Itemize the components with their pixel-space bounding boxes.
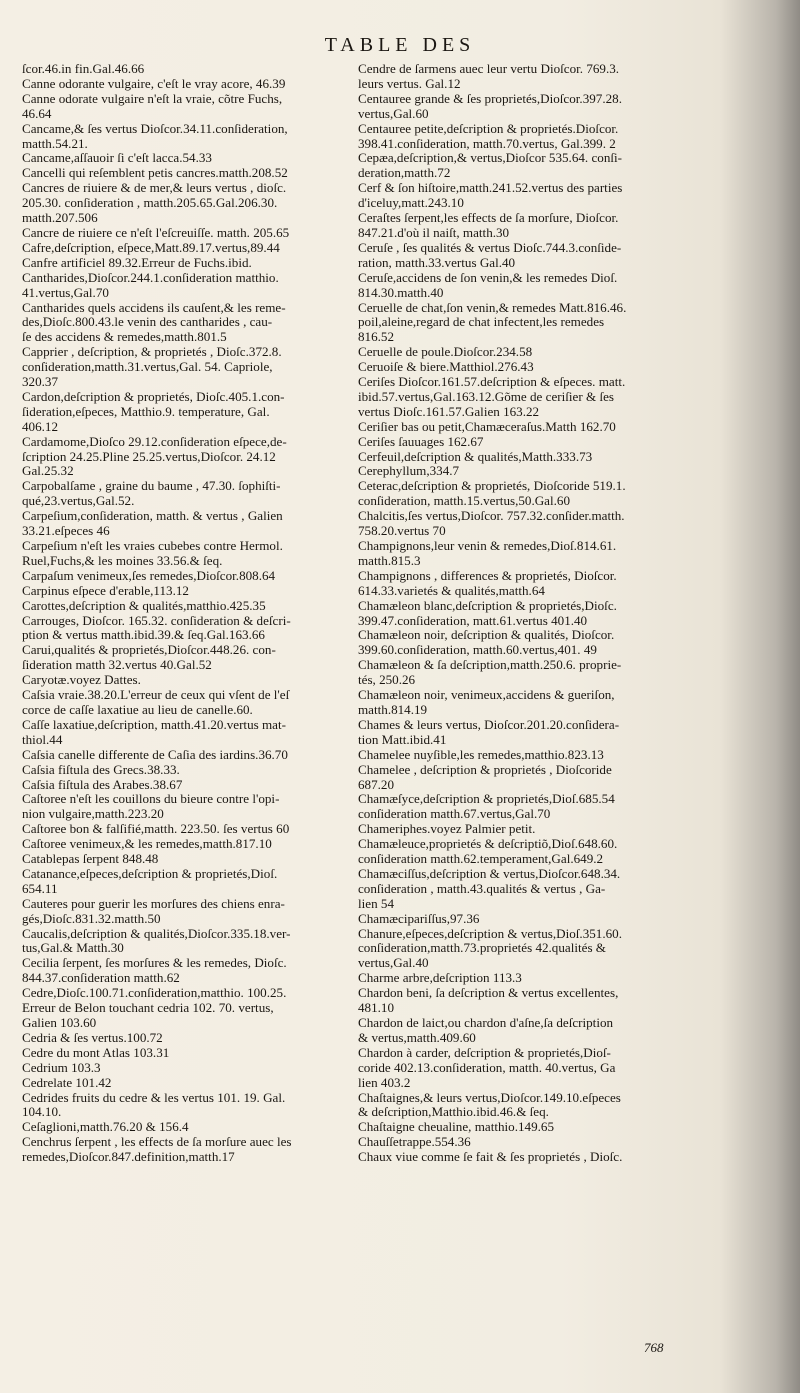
index-entry-line: Cancame,& ſes vertus Dioſcor.34.11.conſideration, [22, 121, 288, 136]
index-entry [22, 792, 354, 822]
index-entry-line: Cenchrus ſerpent , les effects de ſa morſure auec les [22, 1135, 292, 1150]
index-entry [22, 614, 354, 644]
index-entry [358, 479, 680, 509]
index-entry-line: Chameriphes.voyez Palmier petit. [358, 822, 536, 837]
index-entry [22, 151, 354, 166]
index-entry-line: gés,Dioſc.831.32.matth.50 [22, 910, 161, 926]
index-entry-line: ration, matth.33.vertus Gal.40 [358, 254, 516, 270]
index-entry-line: leurs vertus. Gal.12 [358, 75, 461, 91]
index-entry-line: Cedre du mont Atlas 103.31 [22, 1045, 170, 1060]
index-entry [22, 509, 354, 539]
index-entry-line: Chamæſyce,deſcription & proprietés,Dioſ.685.54 [358, 792, 615, 807]
index-entry [22, 301, 354, 346]
index-entry-line: Cerephyllum,334.7 [358, 464, 460, 479]
index-entry-line: Ceriſes Dioſcor.161.57.deſcription & eſpeces. matt. [358, 375, 626, 390]
index-entry-line: ſideration matth 32.vertus 40.Gal.52 [22, 657, 212, 673]
index-entry-line: Carpinus eſpece d'erable,113.12 [22, 583, 189, 598]
index-entry [358, 1150, 680, 1165]
index-entry [22, 479, 354, 509]
index-entry [22, 166, 354, 181]
index-entry-line: vertus,Gal.60 [358, 105, 429, 121]
index-entry [22, 181, 354, 226]
index-entry-line: matth.207.506 [22, 210, 98, 226]
index-entry-line: Ceriſier bas ou petit,Chamæceraſus.Matth 162.70 [358, 419, 616, 434]
index-entry-line: Caſsia canelle differente de Caſia des iardins.36.70 [22, 747, 288, 762]
index-entry [22, 1061, 354, 1076]
index-entry-line: matth.54.21. [22, 135, 88, 151]
index-entry-line: Ceruſe,accidens de ſon venin,& les remedes Dioſ. [358, 270, 618, 285]
index-entry-line: des,Dioſc.800.43.le venin des cantharides , cau- [22, 314, 273, 330]
index-entry [358, 375, 680, 420]
index-entry-line: 816.52 [358, 329, 395, 345]
index-entry [358, 688, 680, 718]
index-entry-line: Ceraſtes ſerpent,les effects de ſa morſure, Dioſcor. [358, 211, 619, 226]
index-entry [22, 673, 354, 688]
index-entry [22, 897, 354, 927]
index-entry-line: Cancres de riuiere & de mer,& leurs vertus , dioſc. [22, 181, 287, 196]
page-number: 768 [644, 1340, 664, 1355]
index-entry-line: 33.21.eſpeces 46 [22, 523, 110, 539]
index-entry-line: ſe des accidens & remedes,matth.801.5 [22, 329, 227, 345]
index-entry-line: Ceterac,deſcription & proprietés, Dioſcoride 519.1. [358, 479, 626, 494]
index-entry [358, 1046, 680, 1091]
index-entry-line: Canfre artificiel 89.32.Erreur de Fuchs.ibid. [22, 255, 252, 270]
index-entry-line: 406.12 [22, 418, 59, 434]
index-entry [22, 1031, 354, 1046]
index-entry [358, 345, 680, 360]
index-entry-line: Champignons,leur venin & remedes,Dioſ.814.61. [358, 539, 617, 553]
index-entry [358, 360, 680, 375]
index-entry-line: coride 402.13.conſideration, matth. 40.vertus, Ga [358, 1059, 616, 1075]
index-entry-line: & deſcription,Matthio.ibid.46.& ſeq. [358, 1104, 549, 1120]
index-entry-line: Chardon à carder, deſcription & proprietés,Dioſ- [358, 1045, 611, 1060]
index-entry [22, 569, 354, 584]
index-entry-line: 46.64 [22, 105, 52, 121]
index-entry [358, 92, 680, 122]
index-entry-line: Canne odorate vulgaire n'eſt la vraie, cõtre Fuchs, [22, 91, 283, 106]
index-entry-line: & vertus,matth.409.60 [358, 1029, 476, 1045]
index-entry [22, 599, 354, 614]
index-entry [358, 748, 680, 763]
index-entry-line: Carpaſum venimeux,ſes remedes,Dioſcor.808.64 [22, 568, 276, 583]
index-entry-line: tus,Gal.& Matth.30 [22, 940, 124, 956]
index-entry [22, 927, 354, 957]
index-entry-line: Carpeſium,conſideration, matth. & vertus , Galien [22, 509, 283, 524]
index-entry-line: Caſtoree n'eſt les couillons du bieure contre l'opi- [22, 792, 280, 807]
index-entry-line: Chames & leurs vertus, Dioſcor.201.20.conſidera- [358, 717, 620, 732]
index-entry-line: tés, 250.26 [358, 672, 416, 688]
index-entry [358, 151, 680, 181]
index-entry [358, 420, 680, 435]
index-entry-line: lien 403.2 [358, 1074, 411, 1090]
index-entry-line: Chamæleon noir, deſcription & qualités, Dioſcor. [358, 628, 615, 643]
index-entry [358, 867, 680, 912]
index-entry-line: Galien 103.60 [22, 1015, 97, 1030]
index-entry-line: Cardamome,Dioſco 29.12.conſideration eſpece,de- [22, 434, 287, 449]
index-entry-line: corce de caſſe laxatiue au lieu de canelle.60. [22, 701, 253, 717]
index-entry [22, 778, 354, 793]
index-entry [22, 748, 354, 763]
index-entry-line: Chaux viue comme ſe fait & ſes proprietés , Dioſc. [358, 1150, 623, 1165]
index-entry [358, 301, 680, 346]
index-entry-line: Chanure,eſpeces,deſcription & vertus,Dioſ.351.60. [358, 926, 622, 941]
index-entry [358, 986, 680, 1016]
index-entry-line: Chamæleon & ſa deſcription,matth.250.6. proprie- [358, 658, 622, 673]
index-entry-line: conſideration,matth.31.vertus,Gal. 54. Capriole, [22, 359, 273, 375]
index-entry-line: thiol.44 [22, 731, 63, 747]
index-entry [22, 986, 354, 1031]
index-entry-line: Caſtoree venimeux,& les remedes,matth.817.10 [22, 837, 272, 852]
index-entry-line: Cedre,Dioſc.100.71.conſideration,matthio. 100.25. [22, 986, 287, 1001]
index-entry [358, 464, 680, 479]
index-entry [22, 718, 354, 748]
index-entry [22, 867, 354, 897]
index-entry [22, 852, 354, 867]
index-entry-line: Cedria & ſes vertus.100.72 [22, 1030, 163, 1045]
index-entry [22, 822, 354, 837]
index-entry-line: Chamæcipariſſus,97.36 [358, 911, 480, 926]
index-entry-line: conſideration matth.67.vertus,Gal.70 [358, 806, 551, 822]
index-entry-line: Cancame,aſſauoir ſi c'eſt lacca.54.33 [22, 151, 212, 166]
index-entry-line: remedes,Dioſcor.847.definition,matth.17 [22, 1149, 235, 1165]
index-entry [22, 837, 354, 852]
index-entry-line: Cerf & ſon hiſtoire,matth.241.52.vertus des parties [358, 181, 623, 196]
index-entry-line: Cancelli qui reſemblent petis cancres.matth.208.52 [22, 166, 288, 181]
index-entry [358, 927, 680, 972]
index-entry-line: 104.10. [22, 1104, 62, 1120]
index-entry-line: Caryotæ.voyez Dattes. [22, 673, 141, 688]
index-entry [22, 92, 354, 122]
index-entry-line: Ruel,Fuchs,& les moines 33.56.& ſeq. [22, 552, 223, 568]
index-entry-line: conſideration, matth.15.vertus,50.Gal.60 [358, 493, 570, 509]
index-entry-line: 687.20 [358, 776, 395, 792]
index-entry-line: 758.20.vertus 70 [358, 523, 446, 539]
index-entry-line: Ceruelle de chat,ſon venin,& remedes Matt.816.46. [358, 300, 627, 315]
index-entry [358, 718, 680, 748]
index-entry-line: deration,matth.72 [358, 165, 451, 181]
index-entry-line: 654.11 [22, 880, 58, 896]
index-entry-line: Cancre de riuiere ce n'eſt l'eſcreuiſſe. matth. 205.65 [22, 225, 290, 240]
index-entry-line: Carpeſium n'eſt les vraies cubebes contre Hermol. [22, 539, 283, 553]
index-entry [22, 345, 354, 390]
index-column-left [22, 62, 354, 1165]
index-entry-line: Ceruoiſe & biere.Matthiol.276.43 [358, 360, 534, 375]
index-entry [22, 77, 354, 92]
index-entry [22, 1046, 354, 1061]
index-entry-line: Centauree petite,deſcription & proprietés.Dioſcor. [358, 121, 619, 136]
index-entry-line: Chamæleon blanc,deſcription & proprietés,Dioſc. [358, 598, 617, 613]
index-entry-line: ibid.57.vertus,Gal.163.12.Gõme de ceriſier & ſes [358, 388, 614, 404]
index-entry [358, 792, 680, 822]
index-entry-line: Chalcitis,ſes vertus,Dioſcor. 757.32.conſider.matth. [358, 509, 625, 524]
index-entry [22, 643, 354, 673]
index-entry-line: ſideration,eſpeces, Matthio.9. temperature, Gal. [22, 403, 270, 419]
index-entry-line: tion Matt.ibid.41 [358, 731, 447, 747]
index-entry-line: Cepæa,deſcription,& vertus,Dioſcor 535.64. conſi- [358, 151, 623, 166]
index-entry-line: 399.47.conſideration, matt.61.vertus 401.40 [358, 612, 588, 628]
running-header: TABLE DES [324, 34, 476, 56]
index-entry-line: Gal.25.32 [22, 463, 74, 479]
index-entry-line: 847.21.d'où il naiſt, matth.30 [358, 224, 510, 240]
index-entry [358, 271, 680, 301]
index-entry [358, 837, 680, 867]
index-entry [22, 271, 354, 301]
index-entry [358, 1091, 680, 1121]
index-entry [22, 1135, 354, 1165]
index-entry [22, 122, 354, 152]
index-entry-line: Cedrium 103.3 [22, 1060, 101, 1075]
index-entry-line: Centauree grande & ſes proprietés,Dioſcor.397.28. [358, 91, 622, 106]
index-entry-line: d'iceluy,matt.243.10 [358, 195, 464, 211]
index-entry-line: Ceruſe , ſes qualités & vertus Dioſc.744.3.conſide- [358, 240, 622, 255]
index-entry [22, 1091, 354, 1121]
index-entry-line: Carpobalſame , graine du baume , 47.30. ſophiſti- [22, 479, 281, 494]
index-entry [358, 912, 680, 927]
index-entry [358, 971, 680, 986]
index-entry-line: Charme arbre,deſcription 113.3 [358, 971, 522, 986]
index-entry [358, 241, 680, 271]
index-entry-line: Caucalis,deſcription & qualités,Dioſcor.335.18.ver- [22, 926, 291, 941]
index-entry-line: Carrouges, Dioſcor. 165.32. conſideration & deſcri- [22, 613, 291, 628]
index-entry-line: ſcription 24.25.Pline 25.25.vertus,Dioſcor. 24.12 [22, 448, 276, 464]
index-entry-line: qué,23.vertus,Gal.52. [22, 493, 135, 509]
index-entry-line: Chaſtaignes,& leurs vertus,Dioſcor.149.10.eſpeces [358, 1090, 621, 1105]
index-entry [22, 241, 354, 256]
index-entry [22, 1120, 354, 1135]
index-entry [358, 539, 680, 569]
index-entry [358, 628, 680, 658]
index-entry-line: vertus Dioſc.161.57.Galien 163.22 [358, 403, 540, 419]
index-entry [358, 763, 680, 793]
index-entry [358, 1135, 680, 1150]
index-entry-line: Cedrides fruits du cedre & les vertus 101. 19. Gal. [22, 1090, 286, 1105]
index-entry [22, 1076, 354, 1091]
index-entry-line: Cardon,deſcription & proprietés, Dioſc.405.1.con- [22, 389, 285, 404]
index-entry-line: poil,aleine,regard de chat infectent,les remedes [358, 314, 605, 330]
index-entry-line: Caſsia fiſtula des Grecs.38.33. [22, 762, 180, 777]
index-entry [22, 435, 354, 480]
index-entry-line: Carui,qualités & proprietés,Dioſcor.448.26. con- [22, 643, 276, 658]
index-entry [358, 435, 680, 450]
index-entry [358, 509, 680, 539]
index-entry-line: 614.33.varietés & qualités,matth.64 [358, 582, 545, 598]
index-entry [358, 62, 680, 92]
index-entry [358, 822, 680, 837]
index-entry-line: conſideration , matth.43.qualités & vertus , Ga- [358, 880, 606, 896]
index-entry-line: Caſtoree bon & falſifié,matth. 223.50. ſes vertus 60 [22, 822, 290, 837]
index-entry-line: Carottes,deſcription & qualités,matthio.425.35 [22, 598, 266, 613]
index-entry-line: Caſſe laxatiue,deſcription, matth.41.20.vertus mat- [22, 717, 286, 732]
index-entry [22, 256, 354, 271]
index-entry-line: Cauteres pour guerir les morſures des chiens enra- [22, 896, 285, 911]
index-entry [22, 688, 354, 718]
index-entry-line: Catanance,eſpeces,deſcription & proprietés,Dioſ. [22, 866, 278, 881]
index-entry-line: 320.37 [22, 374, 59, 390]
index-entry-line: 398.41.conſideration, matth.70.vertus, Gal.399. 2 [358, 135, 616, 151]
index-entry [358, 181, 680, 211]
index-entry-line: lien 54 [358, 895, 395, 911]
index-entry [22, 390, 354, 435]
index-entry-line: 814.30.matth.40 [358, 284, 444, 300]
index-entry [358, 211, 680, 241]
index-entry-line: Ceriſes ſauuages 162.67 [358, 434, 484, 449]
index-entry-line: ſcor.46.in fin.Gal.46.66 [22, 62, 145, 76]
index-entry-line: 844.37.conſideration matth.62 [22, 970, 180, 986]
index-entry-line: 41.vertus,Gal.70 [22, 284, 109, 300]
index-entry-line: Capprier , deſcription, & proprietés , Dioſc.372.8. [22, 345, 282, 360]
index-entry-line: 205.30. conſideration , matth.205.65.Gal.206.30. [22, 195, 278, 211]
index-entry-line: Cedrelate 101.42 [22, 1075, 112, 1090]
index-entry-line: Chardon beni, ſa deſcription & vertus excellentes, [358, 986, 619, 1001]
index-entry-line: Cafre,deſcription, eſpece,Matt.89.17.vertus,89.44 [22, 240, 280, 255]
index-entry-line: Ceſaglioni,matth.76.20 & 156.4 [22, 1120, 189, 1135]
index-entry-line: 399.60.conſideration, matth.60.vertus,401. 49 [358, 642, 597, 658]
index-entry [358, 450, 680, 465]
index-column-right [358, 62, 680, 1165]
index-entry-line: Erreur de Belon touchant cedria 102. 70. vertus, [22, 1000, 274, 1016]
index-entry-line: Chamelee nuyſible,les remedes,matthio.823.13 [358, 747, 604, 762]
index-entry [358, 1120, 680, 1135]
index-entry-line: matth.814.19 [358, 701, 428, 717]
index-entry-line: Ceruelle de poule.Dioſcor.234.58 [358, 345, 533, 360]
index-entry-line: conſideration matth.62.temperament,Gal.649.2 [358, 851, 604, 867]
index-entry-line: Cendre de ſarmens auec leur vertu Dioſcor. 769.3. [358, 62, 620, 76]
index-entry-line: Chardon de laict,ou chardon d'aſne,ſa deſcription [358, 1016, 614, 1030]
index-entry-line: Chauſſetrappe.554.36 [358, 1135, 471, 1150]
index-entry-line: Chaſtaigne cheualine, matthio.149.65 [358, 1120, 554, 1135]
index-entry-line: ption & vertus matth.ibid.39.& ſeq.Gal.163.66 [22, 627, 265, 643]
index-entry-line: Chamelee , deſcription & proprietés , Dioſcoride [358, 762, 612, 777]
index-entry [22, 62, 354, 77]
index-entry [22, 763, 354, 778]
index-entry [358, 599, 680, 629]
index-entry-line: 481.10 [358, 1000, 395, 1016]
index-entry-line: Cecilia ſerpent, ſes morſures & les remedes, Dioſc. [22, 956, 287, 971]
index-entry-line: Caſsia vraie.38.20.L'erreur de ceux qui vſent de l'eſ [22, 688, 290, 703]
index-entry [22, 226, 354, 241]
index-entry-line: Chamæleon noir, venimeux,accidens & gueriſon, [358, 688, 615, 703]
index-entry [358, 1016, 680, 1046]
index-entry [358, 569, 680, 599]
index-entry-line: vertus,Gal.40 [358, 955, 429, 971]
index-entry-line: Cerfeuil,deſcription & qualités,Matth.333.73 [358, 449, 593, 464]
index-entry-line: Caſsia fiſtula des Arabes.38.67 [22, 777, 183, 792]
index-entry [22, 584, 354, 599]
index-entry-line: conſideration,matth.73.proprietés 42.qualités & [358, 940, 606, 956]
index-entry [22, 539, 354, 569]
index-entry-line: nion vulgaire,matth.223.20 [22, 806, 164, 822]
index-entry-line: Catablepas ſerpent 848.48 [22, 852, 159, 867]
index-entry-line: matth.815.3 [358, 552, 421, 568]
index-entry-line: Champignons , differences & proprietés, Dioſcor. [358, 568, 617, 583]
index-entry-line: Chamæciſſus,deſcription & vertus,Dioſcor.648.34. [358, 866, 621, 881]
index-entry-line: Canne odorante vulgaire, c'eſt le vray acore, 46.39 [22, 76, 286, 91]
index-entry [22, 956, 354, 986]
index-entry-line: Chamæleuce,proprietés & deſcriptiõ,Dioſ.648.60. [358, 837, 618, 852]
index-entry-line: Cantharides,Dioſcor.244.1.conſideration matthio. [22, 270, 279, 285]
index-entry [358, 658, 680, 688]
index-entry [358, 122, 680, 152]
index-entry-line: Cantharides quels accidens ils cauſent,& les reme- [22, 300, 286, 315]
